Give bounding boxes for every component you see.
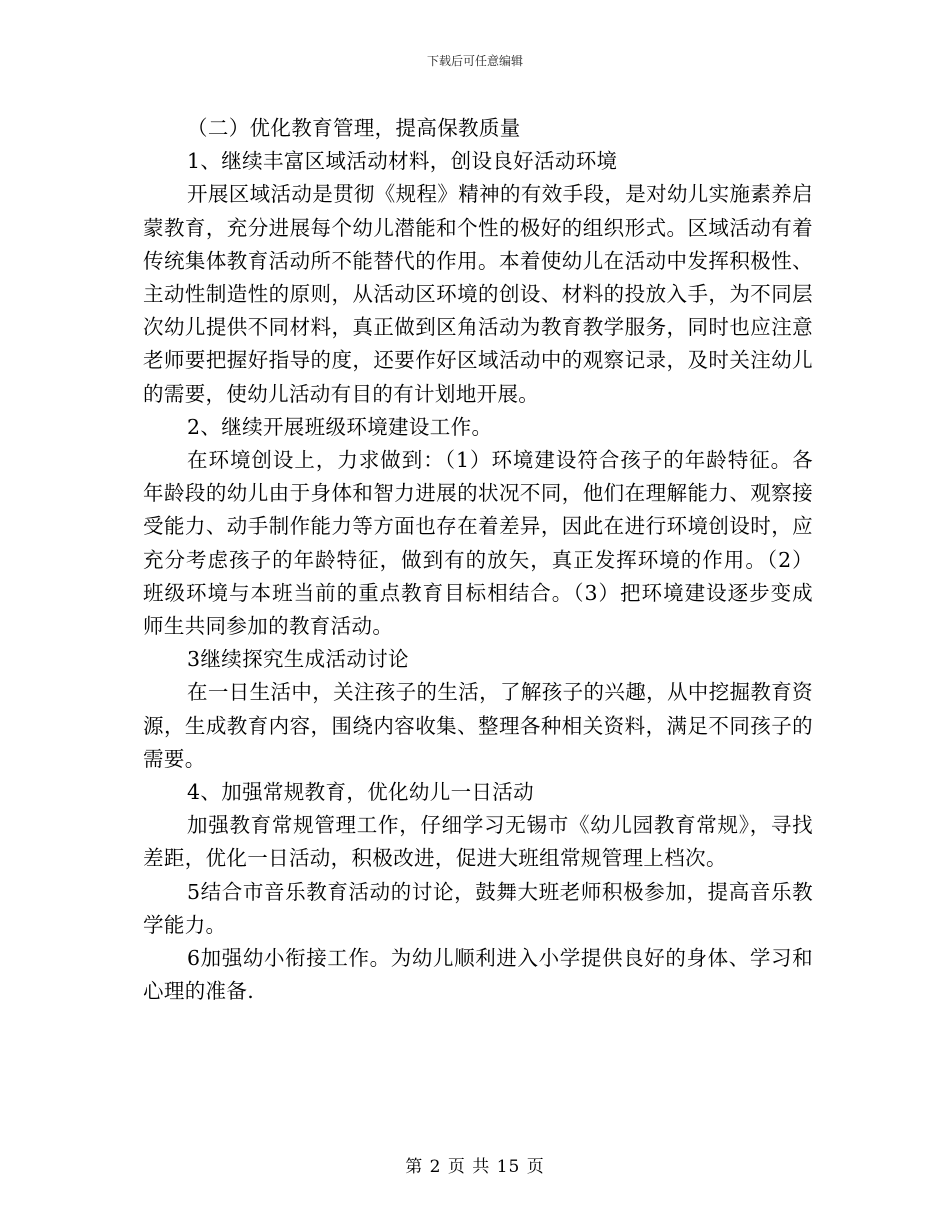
body-paragraph-5: 5结合市音乐教育活动的讨论，鼓舞大班老师积极参加，提高音乐教学能力。 — [143, 879, 813, 937]
subsection-heading-3: 3继续探究生成活动讨论 — [187, 647, 409, 672]
body-paragraph-2: 在环境创设上，力求做到：（1）环境建设符合孩子的年龄特征。各年龄段的幼儿由于身体和智力进展的状况不同，他们在理解能力、观察接受能力、动手制作能力等方面也存在着差异，因此在进行环境创设时，应充分考虑孩子的年龄特征，做到有的放矢，真正发挥环境的作用。（2）班级环境与本班当前的重点教育目标相结合。（3）把环境建设逐步变成师生共同参加的教育活动。 — [143, 448, 813, 639]
document-body — [143, 112, 813, 1008]
subsection-heading-2: 2、继续开展班级环境建设工作。 — [187, 414, 493, 439]
body-paragraph-4: 加强教育常规管理工作，仔细学习无锡市《幼儿园教育常规》，寻找差距，优化一日活动，积极改进，促进大班组常规管理上档次。 — [143, 813, 813, 871]
subsection-heading-4: 4、加强常规教育，优化幼儿一日活动 — [187, 780, 534, 805]
header-note: 下载后可任意编辑 — [426, 54, 523, 68]
body-paragraph-1: 开展区域活动是贯彻《规程》精神的有效手段，是对幼儿实施素养启蒙教育，充分进展每个幼儿潜能和个性的极好的组织形式。区域活动有着传统集体教育活动所不能替代的作用。本着使幼儿在活动中发挥积极性、主动性制造性的原则，从活动区环境的创设、材料的投放入手，为不同层次幼儿提供不同材料，真正做到区角活动为教育教学服务，同时也应注意老师要把握好指导的度，还要作好区域活动中的观察记录，及时关注幼儿的需要，使幼儿活动有目的有计划地开展。 — [143, 182, 813, 406]
subsection-heading-1: 1、继续丰富区域活动材料，创设良好活动环境 — [187, 149, 618, 174]
body-paragraph-6: 6加强幼小衔接工作。为幼儿顺利进入小学提供良好的身体、学习和心理的准备. — [143, 946, 813, 1004]
body-paragraph-3: 在一日生活中，关注孩子的生活，了解孩子的兴趣，从中挖掘教育资源，生成教育内容，围绕内容收集、整理各种相关资料，满足不同孩子的需要。 — [143, 680, 813, 771]
page-number-footer: 第 2 页 共 15 页 — [405, 1157, 545, 1177]
section-heading: （二）优化教育管理，提高保教质量 — [187, 116, 521, 140]
